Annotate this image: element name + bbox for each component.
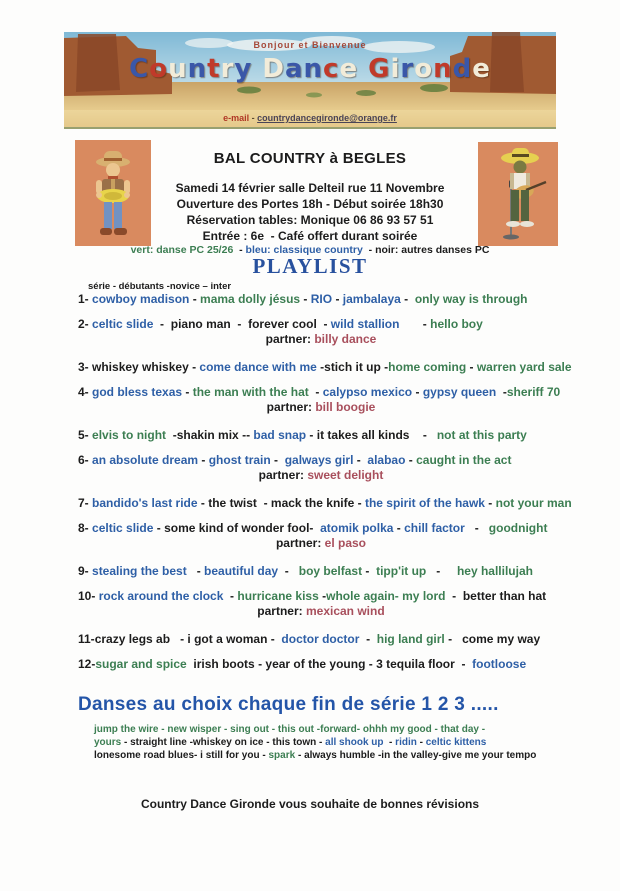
free-dance-segment: celtic kittens (425, 737, 487, 748)
playlist-subtitle: série - débutants -novice – inter (88, 281, 232, 292)
partner-line (70, 468, 572, 483)
song-title: rock around the clock (98, 589, 224, 603)
song-title: - (197, 496, 209, 510)
site-title-letter: u (168, 54, 188, 84)
song-title: the man with the hat (192, 385, 309, 399)
playlist-item (70, 496, 572, 511)
partner-name: sweet delight (307, 468, 384, 482)
song-title: irish boots (193, 657, 255, 671)
site-title-letter: n (187, 54, 208, 84)
song-title: warren yard sale (476, 360, 572, 374)
site-title-letter: a (284, 54, 304, 84)
playlist-item (70, 428, 572, 443)
event-info (130, 150, 490, 244)
footer-message: Country Dance Gironde vous souhaite de bonnes révisions (140, 797, 480, 811)
site-title-letter: y (234, 54, 253, 84)
free-dances-list (70, 723, 560, 762)
song-title: mama dolly jésus (200, 292, 301, 306)
legend-segment: noir: autres danses PC (375, 244, 490, 256)
song-title: mack the knife (270, 496, 355, 510)
site-title-letter: e (339, 54, 359, 84)
playlist-line (70, 453, 572, 468)
playlist-line (70, 292, 572, 307)
song-title: - (308, 385, 323, 399)
site-title-letter: r (400, 54, 415, 84)
partner-name: billy dance (314, 332, 377, 346)
song-title: i got a woman (187, 632, 268, 646)
song-title: - (170, 632, 188, 646)
song-title: hurricane kiss (237, 589, 319, 603)
song-title: - (256, 496, 271, 510)
song-title: - (254, 657, 266, 671)
playlist-item (70, 632, 572, 647)
partner-label: partner: (257, 604, 306, 618)
playlist-item (70, 360, 572, 375)
song-title: come my way (462, 632, 541, 646)
song-title: better than hat (462, 589, 547, 603)
song-title: celtic slide (92, 317, 154, 331)
song-title: - (380, 360, 389, 374)
email-link[interactable]: countrydancegironde@orange.fr (257, 113, 397, 123)
song-title: - (316, 360, 325, 374)
legend-segment: vert: danse PC 25/26 (130, 244, 234, 256)
event-line: Réservation tables: Monique 06 86 93 57 51 (186, 213, 434, 227)
free-dances-title: Danses au choix chaque fin de série 1 2 3 ..... (78, 694, 499, 715)
song-title: celtic slide (92, 521, 154, 535)
song-title: - (393, 521, 405, 535)
partner-line (70, 604, 572, 619)
song-title: home coming (388, 360, 467, 374)
song-title: - (153, 521, 165, 535)
playlist-title: PLAYLIST (252, 254, 368, 278)
free-dance-line (94, 749, 560, 762)
item-number: 10- (78, 589, 99, 603)
free-dance-segment: lonesome road blues- i still for you (94, 750, 260, 761)
song-title: - (496, 385, 507, 399)
playlist-line (70, 317, 572, 332)
free-dance-segment: - (259, 750, 269, 761)
site-title-letter: t (207, 54, 221, 84)
song-title: footloose (472, 657, 527, 671)
song-title: some kind of wonder fool- (164, 521, 314, 535)
playlist-item (70, 589, 572, 619)
free-dance-segment: all shook up (325, 737, 384, 748)
song-title: - (405, 453, 417, 467)
song-title: hello boy (430, 317, 483, 331)
song-title: galways girl (284, 453, 354, 467)
song-title: not your man (495, 496, 572, 510)
item-number: 4- (78, 385, 93, 399)
playlist-item (70, 521, 572, 551)
playlist-item (70, 564, 572, 579)
playlist-line (70, 428, 572, 443)
song-title: 3 tequila floor (376, 657, 455, 671)
song-title: - (454, 657, 473, 671)
playlist-line (70, 564, 572, 579)
song-title: RIO (310, 292, 333, 306)
partner-label: partner: (266, 400, 316, 414)
song-title: - (316, 317, 331, 331)
free-dance-segment: spark (268, 750, 296, 761)
song-title: - (444, 632, 463, 646)
song-title: - (267, 632, 282, 646)
song-title: atomik polka (320, 521, 394, 535)
legend-segment: - (233, 244, 246, 256)
song-title: - (399, 317, 431, 331)
song-title: stealing the best (92, 564, 187, 578)
song-title: only way is through (414, 292, 528, 306)
song-title: alabao (367, 453, 406, 467)
email-band (64, 110, 556, 129)
song-title: -- (238, 428, 254, 442)
item-number: 2- (78, 317, 93, 331)
song-title: sugar and spice (95, 657, 187, 671)
song-title: crazy legs ab (94, 632, 171, 646)
song-title: bandido's last ride (92, 496, 198, 510)
email-label: e-mail (223, 113, 250, 123)
song-title: - (198, 453, 209, 467)
song-title: - (153, 317, 171, 331)
song-title: wild stallion (330, 317, 400, 331)
song-title: shakin mix (176, 428, 239, 442)
legend-segment: bleu: classique country (245, 244, 363, 256)
song-title: come dance with me (199, 360, 317, 374)
item-number: 1- (78, 292, 93, 306)
site-title-letter: c (323, 54, 340, 84)
header-banner (64, 32, 556, 110)
playlist-item (70, 292, 572, 307)
item-number: 5- (78, 428, 93, 442)
free-dance-segment: - (383, 737, 396, 748)
song-title: caught in the act (416, 453, 512, 467)
song-title: - (426, 564, 457, 578)
partner-name: el paso (324, 536, 367, 550)
free-dance-segment: - (316, 737, 326, 748)
partner-label: partner: (265, 332, 315, 346)
playlist-item (70, 657, 572, 672)
playlist-line (70, 589, 572, 604)
song-title: - (359, 632, 377, 646)
song-title: tipp'it up (376, 564, 427, 578)
song-title: bad snap (253, 428, 307, 442)
playlist (70, 292, 572, 682)
song-title: - (484, 496, 496, 510)
partner-name: mexican wind (305, 604, 385, 618)
site-title-letter: o (414, 54, 434, 84)
site-title-letter: G (368, 54, 391, 84)
site-title-letter: d (452, 54, 473, 84)
playlist-item (70, 385, 572, 415)
site-title-letter: i (390, 54, 401, 84)
song-title: an absolute dream (92, 453, 199, 467)
event-details (130, 180, 490, 244)
playlist-line (70, 496, 572, 511)
free-dance-segment: - (121, 737, 131, 748)
free-dance-segment: yours (94, 737, 122, 748)
song-title: - (300, 292, 311, 306)
site-title-letter: o (149, 54, 169, 84)
event-title: BAL COUNTRY à BEGLES (213, 150, 407, 167)
song-title: - (445, 589, 463, 603)
playlist-item (70, 453, 572, 483)
song-title: - (186, 564, 205, 578)
song-title: - (466, 360, 477, 374)
site-title-letter: C (129, 54, 150, 84)
song-title: - (362, 564, 377, 578)
item-number: 3- (78, 360, 93, 374)
free-dance-line (94, 736, 560, 749)
item-number: 9- (78, 564, 93, 578)
song-title: god bless texas (92, 385, 183, 399)
event-line: Entrée : 6e - Café offert durant soirée (202, 229, 418, 243)
site-title-letter: D (262, 54, 285, 84)
item-number: 12- (78, 657, 96, 671)
site-title-letter: n (433, 54, 453, 84)
partner-name: bill boogie (315, 400, 376, 414)
event-line: Samedi 14 février salle Delteil rue 11 Novembre (175, 181, 445, 195)
song-title: - (189, 292, 201, 306)
free-dance-segment: always humble -in the valley-give me your tempo (304, 750, 537, 761)
item-number: 11- (78, 632, 95, 646)
song-title: - (223, 589, 238, 603)
song-title: year of the young (265, 657, 366, 671)
song-title: - (353, 453, 368, 467)
song-title: hig land girl (376, 632, 445, 646)
song-title: - (409, 428, 437, 442)
item-number: 6- (78, 453, 93, 467)
song-title: forever cool (248, 317, 317, 331)
song-title: - (318, 589, 327, 603)
free-dance-segment: ridin (395, 737, 417, 748)
song-title: gypsy queen (422, 385, 497, 399)
free-dance-segment: straight line -whiskey on ice - this town (130, 737, 317, 748)
song-title: - (166, 428, 177, 442)
playlist-line (70, 360, 572, 375)
email-separator: - (249, 113, 258, 123)
song-title: cowboy madison (92, 292, 190, 306)
song-title: - (332, 292, 343, 306)
song-title: piano man (170, 317, 231, 331)
free-dance-segment: - (295, 750, 305, 761)
site-title-letter: n (303, 54, 324, 84)
song-title: - (464, 521, 489, 535)
site-title-letter: r (220, 54, 235, 84)
partner-label: partner: (275, 536, 325, 550)
song-title: hey hallilujah (456, 564, 533, 578)
legend-segment: - (362, 244, 376, 256)
free-dance-segment: - (416, 737, 426, 748)
partner-line (70, 332, 572, 347)
song-title: jambalaya (342, 292, 401, 306)
site-title (64, 54, 556, 84)
song-title: - (188, 360, 200, 374)
event-line: Ouverture des Portes 18h - Début soirée 18h30 (176, 197, 444, 211)
song-title: - (365, 657, 377, 671)
song-title: whole again- (326, 589, 399, 603)
free-dance-line (94, 723, 560, 736)
song-title: doctor doctor (281, 632, 360, 646)
song-title: ghost train (208, 453, 271, 467)
playlist-line (70, 521, 572, 536)
song-title: whiskey whiskey (92, 360, 189, 374)
partner-line (70, 400, 572, 415)
song-title: - (400, 292, 415, 306)
partner-label: partner: (258, 468, 308, 482)
right-cowboy-image (478, 142, 558, 246)
song-title: goodnight (488, 521, 548, 535)
song-title: the twist (208, 496, 257, 510)
song-title: the spirit of the hawk (364, 496, 485, 510)
item-number: 7- (78, 496, 93, 510)
song-title: sheriff 70 (506, 385, 561, 399)
song-title: - (182, 385, 193, 399)
song-title: not at this party (436, 428, 527, 442)
song-title: - (306, 428, 317, 442)
song-title: - (354, 496, 365, 510)
song-title: chill factor (404, 521, 465, 535)
playlist-line (70, 385, 572, 400)
playlist-line (70, 657, 572, 672)
song-title: beautiful day (204, 564, 279, 578)
song-title: boy belfast (298, 564, 363, 578)
song-title: calypso mexico (322, 385, 413, 399)
song-title: elvis to night (92, 428, 167, 442)
song-title: my lord (402, 589, 446, 603)
song-title: - (270, 453, 285, 467)
song-title: - (278, 564, 299, 578)
site-title-letter: e (472, 54, 491, 84)
song-title: - (230, 317, 249, 331)
playlist-item (70, 317, 572, 347)
song-title: stich it up (324, 360, 381, 374)
item-number: 8- (78, 521, 93, 535)
song-title: it takes all kinds (316, 428, 410, 442)
free-dance-segment: jump the wire - new wisper - sing out - this out -forward- ohhh my good - that day - (94, 724, 486, 735)
partner-line (70, 536, 572, 551)
playlist-line (70, 632, 572, 647)
free-dances-section (70, 694, 560, 762)
welcome-text: Bonjour et Bienvenue (253, 40, 367, 50)
song-title: - (412, 385, 423, 399)
